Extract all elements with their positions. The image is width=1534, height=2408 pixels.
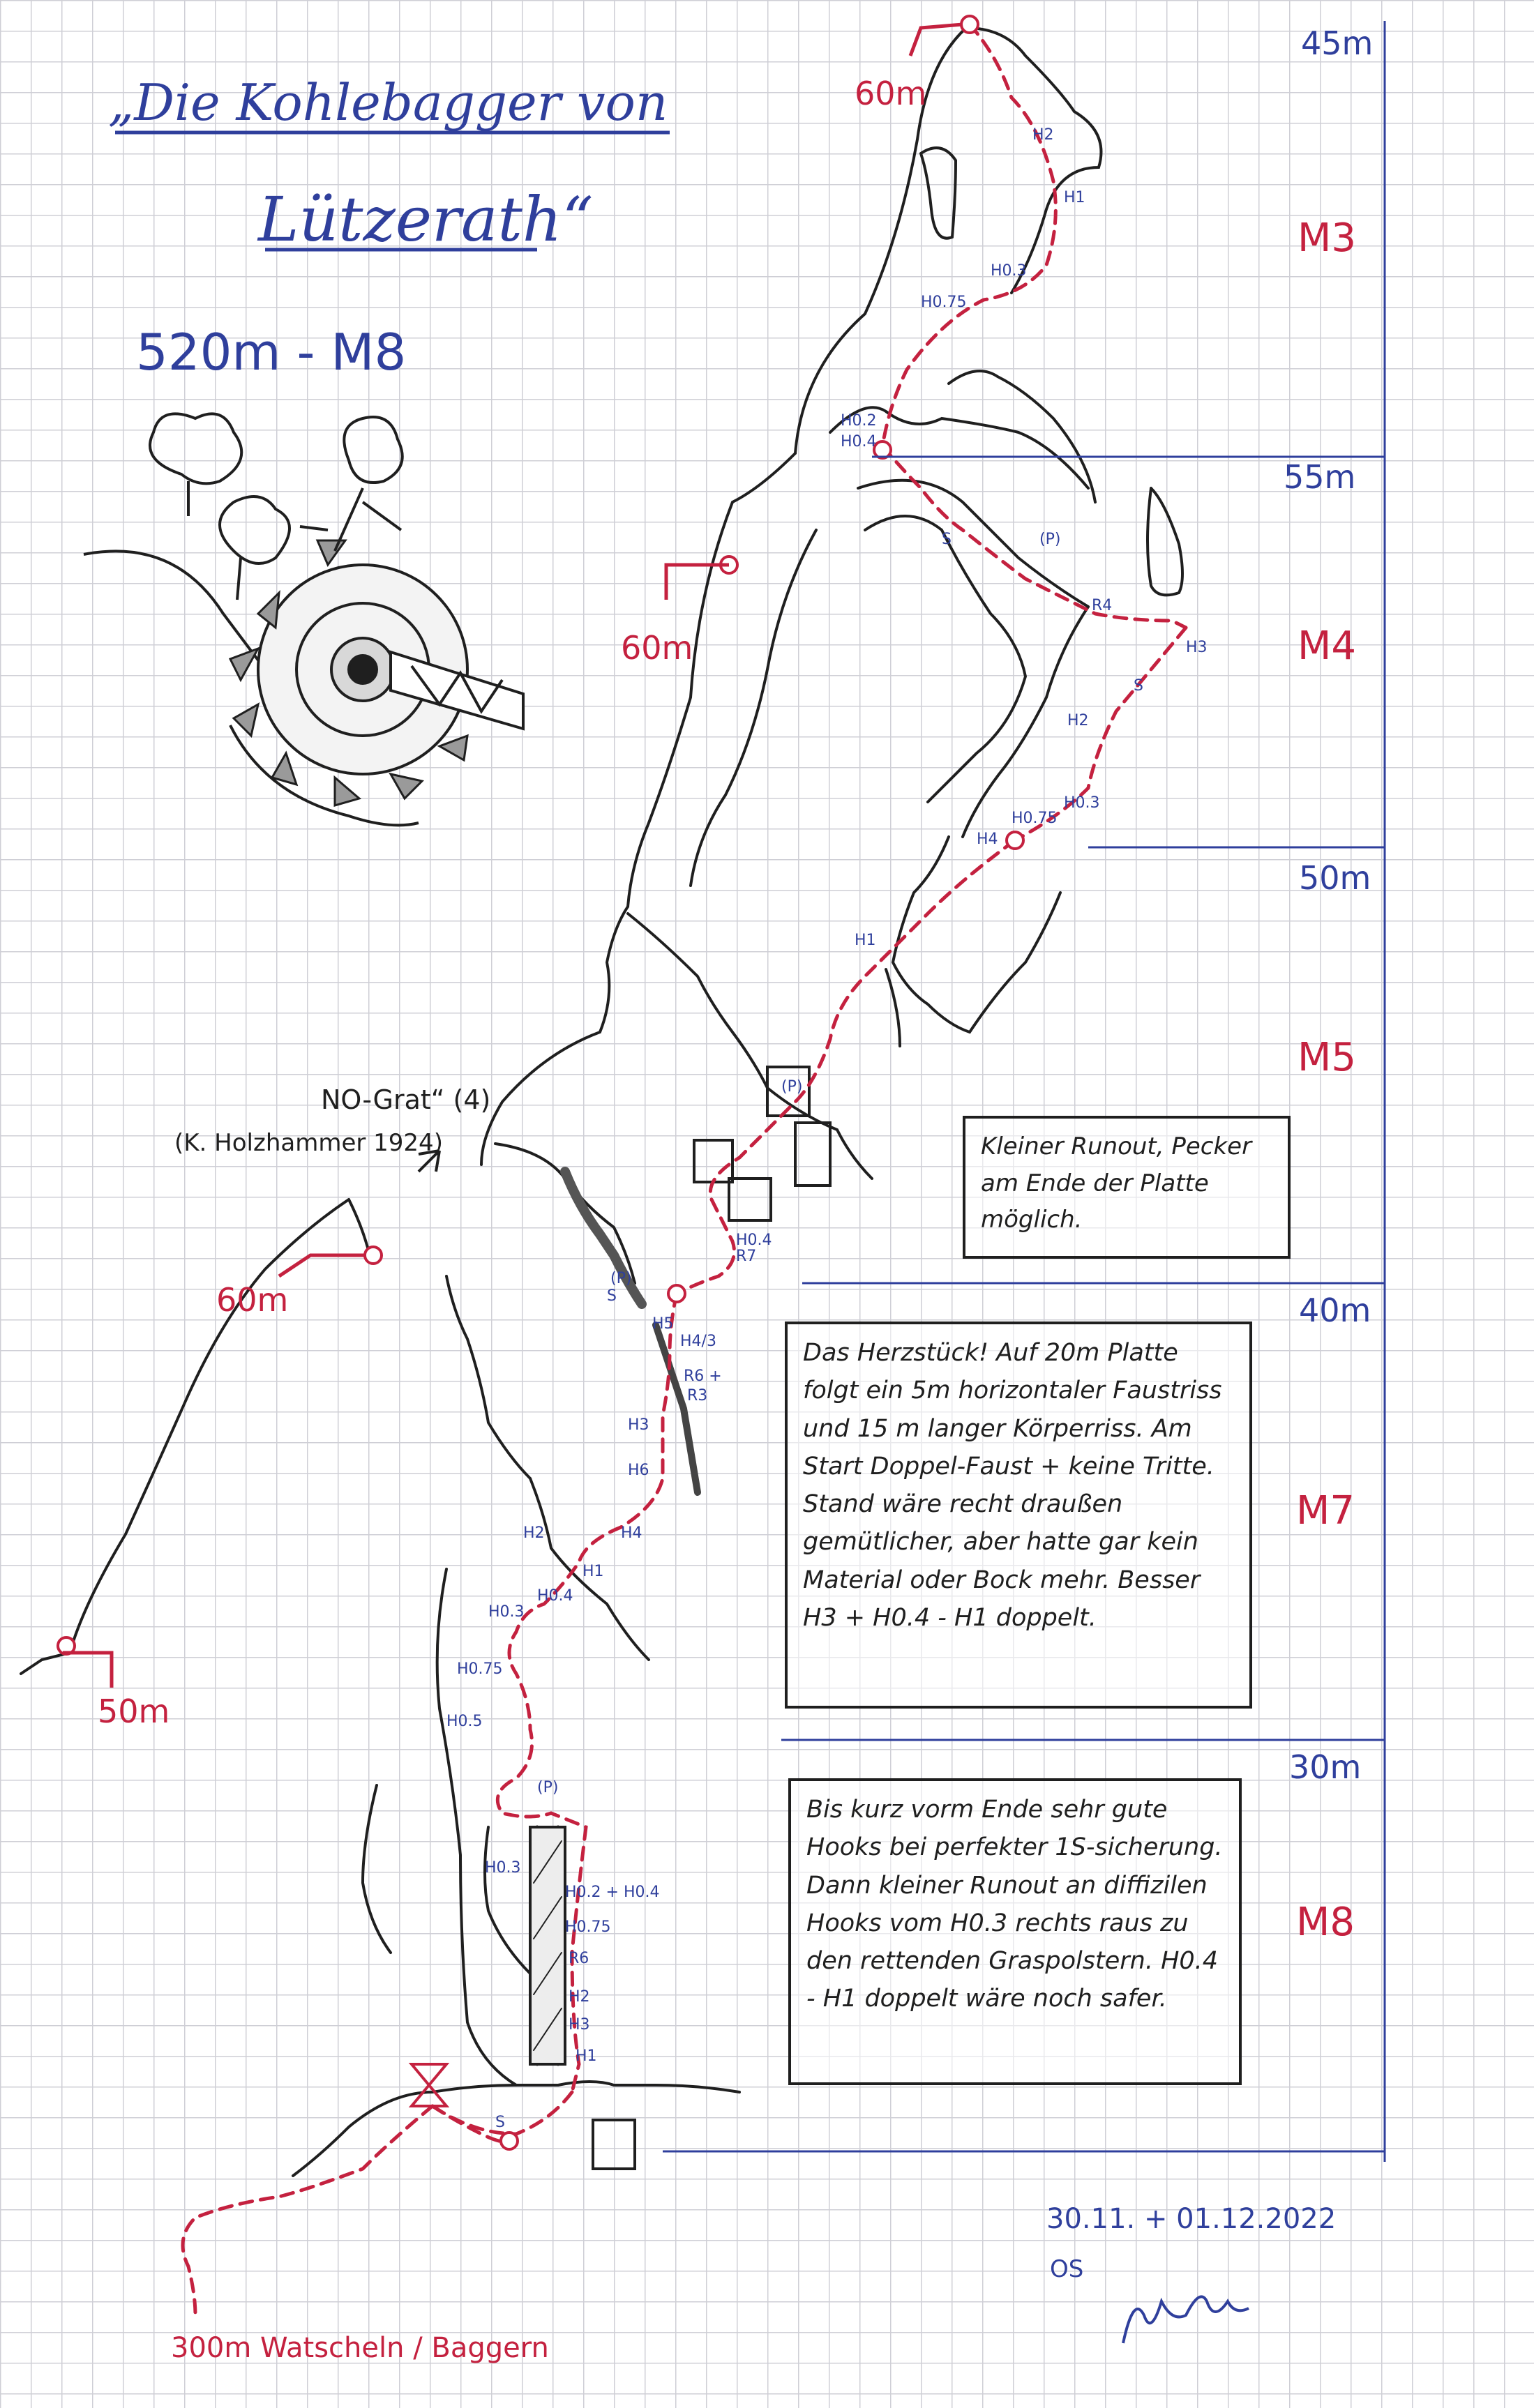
pitch-2-length: 55m	[1284, 458, 1356, 496]
gear-label: H0.2 + H0.4	[565, 1884, 660, 1901]
author-initials: OS	[1050, 2255, 1084, 2283]
note-text: Bis kurz vorm Ende sehr gute Hooks bei perfekter 1S-sicherung. Dann kleiner Runout an diffizilen Hooks vom H0.3 rechts raus zu den rettenden Graspolstern. H0.4 - H1 doppelt wäre noch safer.	[806, 1796, 1223, 2013]
gear-label: H6	[628, 1462, 649, 1479]
gear-label: H1	[855, 932, 876, 949]
gear-label: (P)	[537, 1779, 559, 1796]
note-pitch-4	[785, 1322, 1252, 1709]
gear-label: H0.75	[1012, 810, 1058, 827]
pitch-2-grade: M4	[1298, 623, 1356, 669]
gear-label: H2	[1032, 126, 1054, 144]
pitch-3-length: 50m	[1299, 859, 1371, 897]
pitch-4-length: 40m	[1299, 1292, 1371, 1329]
pitch-3-grade: M5	[1298, 1035, 1356, 1080]
ridge-label	[174, 1084, 490, 1172]
start-marker	[412, 2064, 446, 2106]
gear-label: H1	[576, 2047, 597, 2065]
rappel-top: 60m	[855, 75, 927, 112]
note-text: Kleiner Runout, Pecker am Ende der Platte möglich.	[981, 1133, 1252, 1234]
gear-label: R7	[736, 1248, 757, 1265]
gear-label: H4	[621, 1524, 642, 1542]
gear-label: H3	[628, 1416, 649, 1434]
gear-label: R6 +	[684, 1368, 722, 1385]
note-pitch-5	[788, 1778, 1242, 2085]
title-line-1: „Die Kohlebagger von	[108, 73, 668, 132]
pitch-1-grade: M3	[1298, 215, 1356, 261]
gear-label: H0.75	[565, 1918, 611, 1936]
gear-label: H5	[652, 1315, 674, 1333]
pitch-4-grade: M7	[1296, 1488, 1355, 1534]
gear-label: (P)	[1039, 531, 1061, 548]
gear-label: H0.5	[446, 1713, 483, 1730]
gear-label: H3	[569, 2016, 590, 2034]
gear-label: H0.75	[921, 294, 967, 311]
title-line-2: Lützerath“	[258, 183, 594, 255]
signature-block	[1046, 2203, 1336, 2343]
gear-label: H0.2	[841, 412, 877, 430]
rappel-bottom: 50m	[98, 1693, 170, 1730]
approach-label: 300m Watscheln / Baggern	[171, 2332, 549, 2364]
gear-label: S	[942, 531, 952, 548]
title-block	[108, 73, 670, 381]
gear-label: S	[607, 1287, 617, 1305]
gear-label: H2	[569, 1988, 590, 2006]
gear-label: (P)	[610, 1270, 632, 1287]
gear-label: H1	[1064, 189, 1085, 206]
pitch-labels	[1284, 24, 1373, 1945]
gear-label: H0.3	[485, 1859, 521, 1877]
note-pitch-3	[963, 1116, 1291, 1259]
ridge-author: (K. Holzhammer 1924)	[174, 1129, 443, 1157]
gear-label: H1	[582, 1563, 604, 1580]
gear-label: H2	[1067, 712, 1089, 729]
gear-label: R6	[569, 1950, 589, 1967]
gear-label: H4/3	[680, 1333, 716, 1350]
pitch-1-length: 45m	[1301, 24, 1374, 62]
pitch-5-length: 30m	[1289, 1748, 1362, 1786]
gear-label: H0.4	[841, 433, 877, 450]
rappel-upper: 60m	[621, 629, 693, 667]
gear-label: H0.4	[736, 1232, 772, 1249]
gear-label: H0.3	[991, 262, 1027, 280]
gear-label: S	[1134, 677, 1143, 695]
gear-label: H0.4	[537, 1587, 573, 1605]
route-subtitle: 520m - M8	[136, 323, 407, 381]
note-text: Das Herzstück! Auf 20m Platte folgt ein 5m horizontaler Faustriss und 15 m langer Körperriss. Am Start Doppel-Faust + keine Tritte. Stand wäre recht draußen gemütlicher, aber hatte gar kein Material oder Bock mehr. Besser H3 + H0.4 - H1 doppelt.	[803, 1339, 1222, 1632]
gear-label: S	[495, 2114, 505, 2131]
ridge-name: NO-Grat“ (4)	[321, 1084, 491, 1115]
gear-label: R4	[1092, 597, 1113, 614]
gear-label: H0.75	[457, 1660, 503, 1678]
gear-label: H2	[523, 1524, 545, 1542]
pitch-5-grade: M8	[1296, 1900, 1355, 1945]
gear-label: (P)	[781, 1078, 803, 1096]
gear-pitch-3	[736, 932, 876, 1265]
excavator-sketch	[84, 414, 523, 825]
gear-label: H0.3	[488, 1603, 525, 1621]
rappel-middle: 60m	[216, 1281, 289, 1319]
gear-label: H4	[977, 831, 998, 848]
gear-label: R3	[687, 1387, 708, 1404]
gear-label: H0.3	[1064, 794, 1100, 812]
date: 30.11. + 01.12.2022	[1046, 2203, 1337, 2235]
signature	[1123, 2296, 1249, 2343]
gear-label: H3	[1186, 639, 1208, 656]
